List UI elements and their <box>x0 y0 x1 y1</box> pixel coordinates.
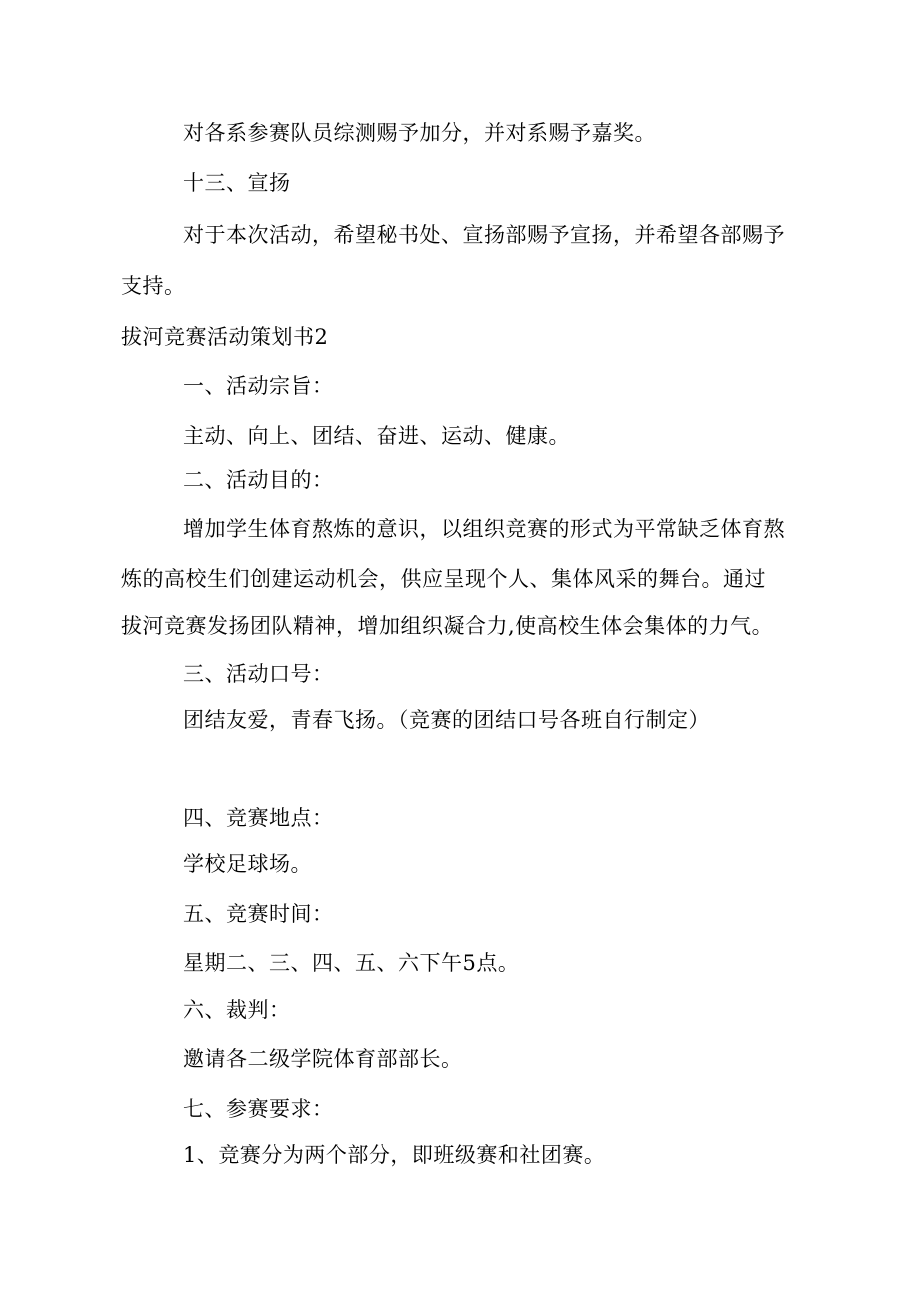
section-heading: 二、活动目的： <box>183 468 334 492</box>
paragraph-line: 增加学生体育熬炼的意识，以组织竞赛的形式为平常缺乏体育熬 <box>183 517 785 541</box>
section-heading: 三、活动口号： <box>183 662 334 686</box>
paragraph-line: 拔河竞赛发扬团队精神，增加组织凝合力,使高校生体会集体的力气。 <box>121 614 774 638</box>
section-heading: 四、竞赛地点： <box>183 806 334 830</box>
section-heading: 七、参赛要求： <box>183 1097 334 1121</box>
paragraph-line: 邀请各二级学院体育部部长。 <box>183 1047 463 1071</box>
section-heading: 六、裁判： <box>183 998 291 1022</box>
paragraph-line: 对各系参赛队员综测赐予加分，并对系赐予嘉奖。 <box>183 121 656 145</box>
section-heading: 十三、宣扬 <box>183 171 291 195</box>
paragraph-line: 学校足球场。 <box>183 852 312 876</box>
paragraph-line: 1、竞赛分为两个部分，即班级赛和社团赛。 <box>183 1143 606 1167</box>
section-heading: 五、竞赛时间： <box>183 902 334 926</box>
paragraph-line: 星期二、三、四、五、六下午5点。 <box>183 951 520 975</box>
paragraph-line: 主动、向上、团结、奋进、运动、健康。 <box>183 424 570 448</box>
paragraph-line: 炼的高校生们创建运动机会，供应呈现个人、集体风采的舞台。通过 <box>121 567 766 591</box>
paragraph-line: 支持。 <box>121 274 186 298</box>
document-title: 拔河竞赛活动策划书2 <box>121 325 329 349</box>
section-heading: 一、活动宗旨： <box>183 374 334 398</box>
paragraph-line: 团结友爱，青春飞扬。（竞赛的团结口号各班自行制定） <box>183 708 710 732</box>
paragraph-line: 对于本次活动，希望秘书处、宣扬部赐予宣扬，并希望各部赐予 <box>183 223 785 247</box>
